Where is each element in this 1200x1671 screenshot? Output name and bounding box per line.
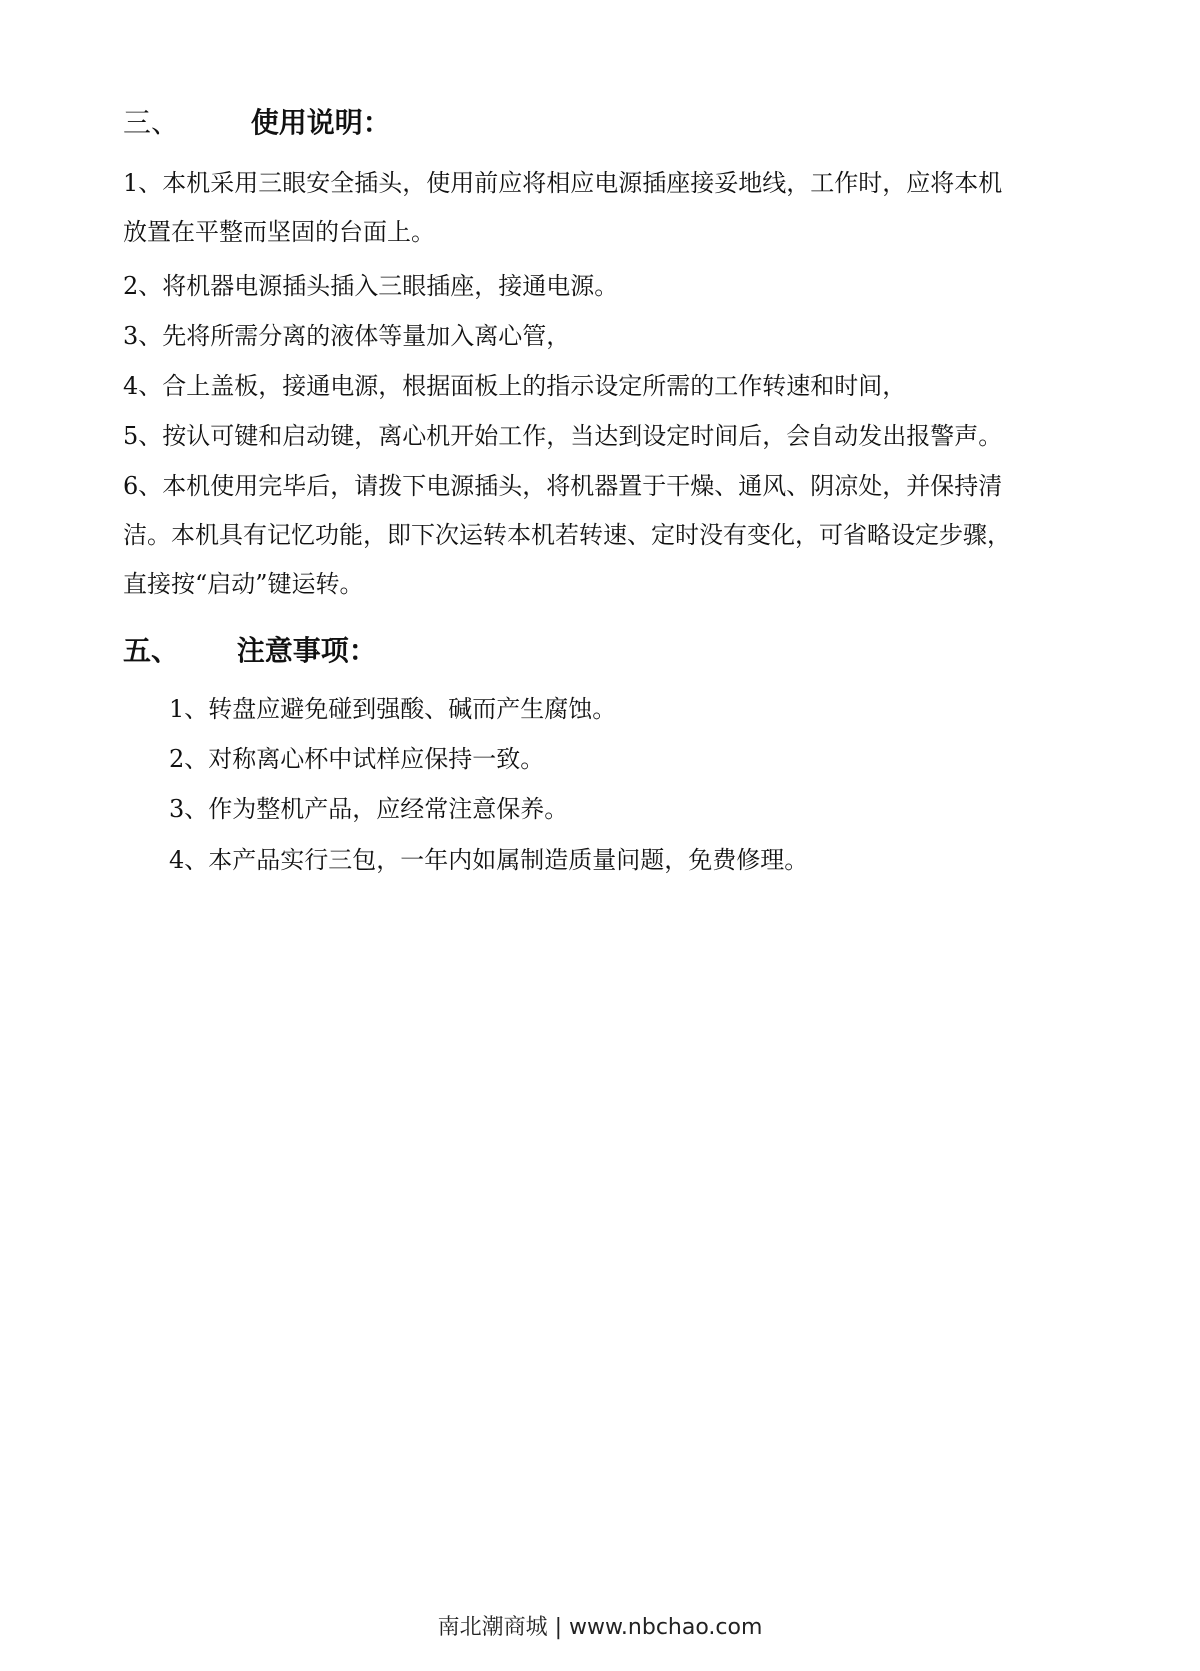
instruction-4 xyxy=(123,362,1073,411)
instruction-line: 1、本机采用三眼安全插头，使用前应将相应电源插座接妥地线，工作时，应将本机 xyxy=(123,169,1003,197)
instruction-line: 5、按认可键和启动键，离心机开始工作，当达到设定时间后，会自动发出报警声。 xyxy=(123,422,1003,450)
instruction-line: 洁。本机具有记忆功能，即下次运转本机若转速、定时没有变化，可省略设定步骤， xyxy=(123,521,1011,549)
instruction-line: 6、本机使用完毕后，请拨下电源插头，将机器置于干燥、通风、阴凉处，并保持清 xyxy=(123,472,1003,500)
section-heading-cautions xyxy=(123,634,377,667)
section-title: 注意事项： xyxy=(236,634,377,667)
caution-item-1: 1、转盘应避免碰到强酸、碱而产生腐蚀。 xyxy=(169,695,617,723)
instruction-2 xyxy=(123,262,1073,311)
instruction-line: 直接按“启动”键运转。 xyxy=(123,570,364,598)
instruction-1 xyxy=(123,159,1073,257)
caution-item-2: 2、对称离心杯中试样应保持一致。 xyxy=(169,745,545,773)
section-title: 使用说明： xyxy=(250,106,391,139)
instruction-line: 4、合上盖板，接通电源，根据面板上的指示设定所需的工作转速和时间， xyxy=(123,372,907,400)
section-heading-usage xyxy=(123,106,391,139)
instruction-line: 放置在平整而坚固的台面上。 xyxy=(123,218,435,246)
instruction-6 xyxy=(123,462,1073,609)
caution-item-3: 3、作为整机产品，应经常注意保养。 xyxy=(169,795,569,823)
caution-item-4: 4、本产品实行三包，一年内如属制造质量问题，免费修理。 xyxy=(169,846,809,874)
instruction-line: 3、先将所需分离的液体等量加入离心管， xyxy=(123,322,571,350)
instruction-line: 2、将机器电源插头插入三眼插座，接通电源。 xyxy=(123,272,619,300)
section-number: 三、 xyxy=(123,106,180,139)
footer-site-link[interactable]: 南北潮商城 | www.nbchao.com xyxy=(437,1615,763,1640)
instruction-5 xyxy=(123,412,1073,461)
section-number: 五、 xyxy=(123,634,180,667)
instruction-3 xyxy=(123,312,1073,361)
